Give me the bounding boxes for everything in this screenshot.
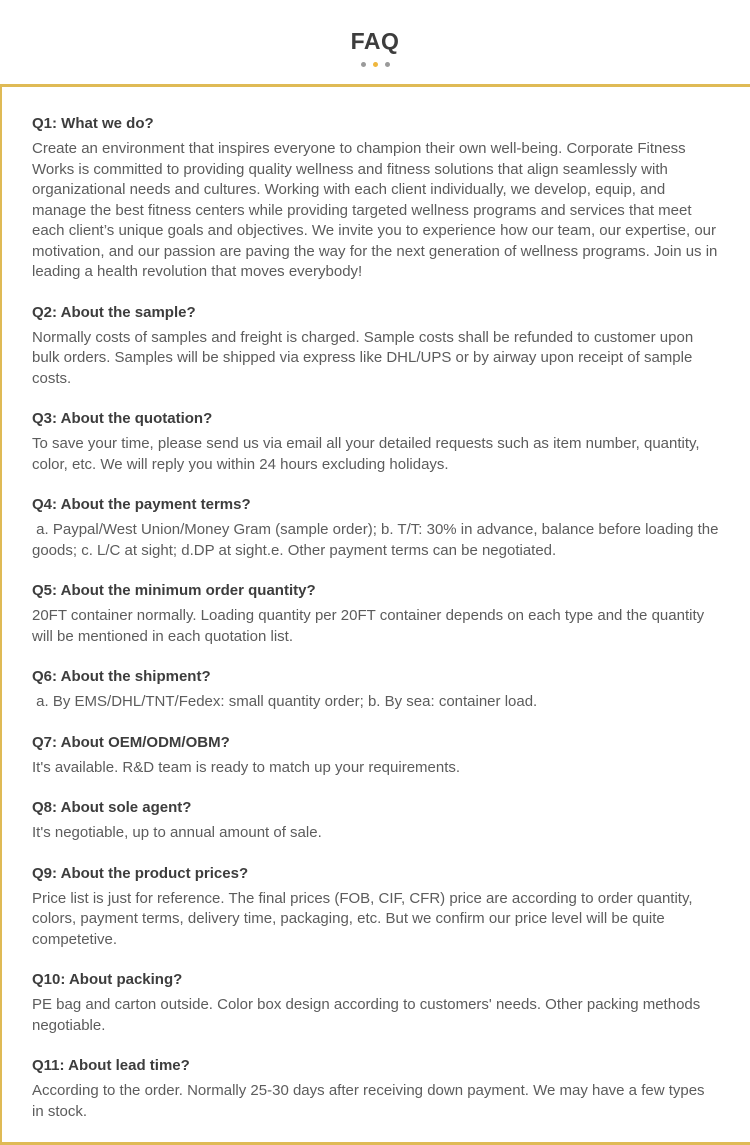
- faq-question: Q1: What we do?: [32, 115, 154, 132]
- faq-item: [32, 733, 720, 779]
- faq-question: Q7: About OEM/ODM/OBM?: [32, 733, 230, 751]
- faq-answer: PE bag and carton outside. Color box design according to customers' needs. Other packing methods negotiable.: [32, 996, 705, 1034]
- faq-item: [32, 581, 720, 647]
- dot-icon: [361, 62, 366, 67]
- faq-item: [32, 303, 720, 390]
- faq-answer: According to the order. Normally 25-30 days after receiving down payment. We may have a few types in stock.: [32, 1082, 709, 1120]
- faq-answer: Price list is just for reference. The final prices (FOB, CIF, CFR) price are according to order quantity, colors, payment terms, delivery time, packaging, etc. But we confirm our price level will be quite competetive.: [32, 889, 697, 948]
- faq-answer: It's negotiable, up to annual amount of sale.: [32, 824, 322, 841]
- faq-answer: Create an environment that inspires everyone to champion their own well-being. Corporate Fitness Works is committed to providing quality wellness and fitness solutions that align seamlessly with organizational needs and cultures. Working with each client individually, we develop, equip, and manage the best fitness centers while providing targeted wellness programs and services that meet each client’s unique goals and objectives. We invite you to experience how our team, our expertise, our motivation, and our passion are paving the way for the next generation of wellness programs. Join us in leading a health revolution that moves everybody!: [32, 140, 722, 280]
- faq-answer: 20FT container normally. Loading quantity per 20FT container depends on each type and the quantity will be mentioned in each quotation list.: [32, 607, 709, 645]
- faq-question: Q4: About the payment terms?: [32, 496, 251, 513]
- faq-content-box: [0, 84, 750, 1145]
- title-divider-dots: [0, 59, 750, 69]
- faq-question: Q6: About the shipment?: [32, 668, 211, 685]
- dot-icon: [373, 62, 378, 67]
- faq-answer: To save your time, please send us via email all your detailed requests such as item number, quantity, color, etc. We will reply you within 24 hours excluding holidays.: [32, 435, 704, 473]
- faq-item: [32, 495, 723, 561]
- faq-item: [32, 1056, 720, 1122]
- faq-question: Q11: About lead time?: [32, 1057, 190, 1074]
- faq-item: [32, 667, 720, 713]
- faq-answer: a. By EMS/DHL/TNT/Fedex: small quantity order; b. By sea: container load.: [32, 693, 538, 710]
- faq-item: [32, 114, 720, 283]
- faq-question: Q3: About the quotation?: [32, 410, 213, 427]
- dot-icon: [385, 62, 390, 67]
- faq-answer: It's available. R&D team is ready to match up your requirements.: [32, 758, 461, 776]
- faq-question: Q9: About the product prices?: [32, 864, 249, 882]
- faq-item: [32, 864, 720, 951]
- faq-question: Q2: About the sample?: [32, 303, 196, 321]
- faq-item: [32, 798, 720, 844]
- faq-answer: a. Paypal/West Union/Money Gram (sample order); b. T/T: 30% in advance, balance before loading the goods; c. L/C at sight; d.DP at sight.e. Other payment terms can be negotiated.: [32, 521, 723, 559]
- faq-question: Q10: About packing?: [32, 971, 183, 988]
- faq-question: Q5: About the minimum order quantity?: [32, 582, 316, 599]
- faq-item: [32, 409, 720, 475]
- faq-item: [32, 970, 720, 1036]
- faq-question: Q8: About sole agent?: [32, 799, 192, 816]
- faq-header: [0, 0, 750, 69]
- faq-answer: Normally costs of samples and freight is charged. Sample costs shall be refunded to customer upon bulk orders. Samples will be shipped via express like DHL/UPS or by airway upon receipt of sample costs.: [32, 328, 698, 387]
- page-title: FAQ: [350, 28, 400, 54]
